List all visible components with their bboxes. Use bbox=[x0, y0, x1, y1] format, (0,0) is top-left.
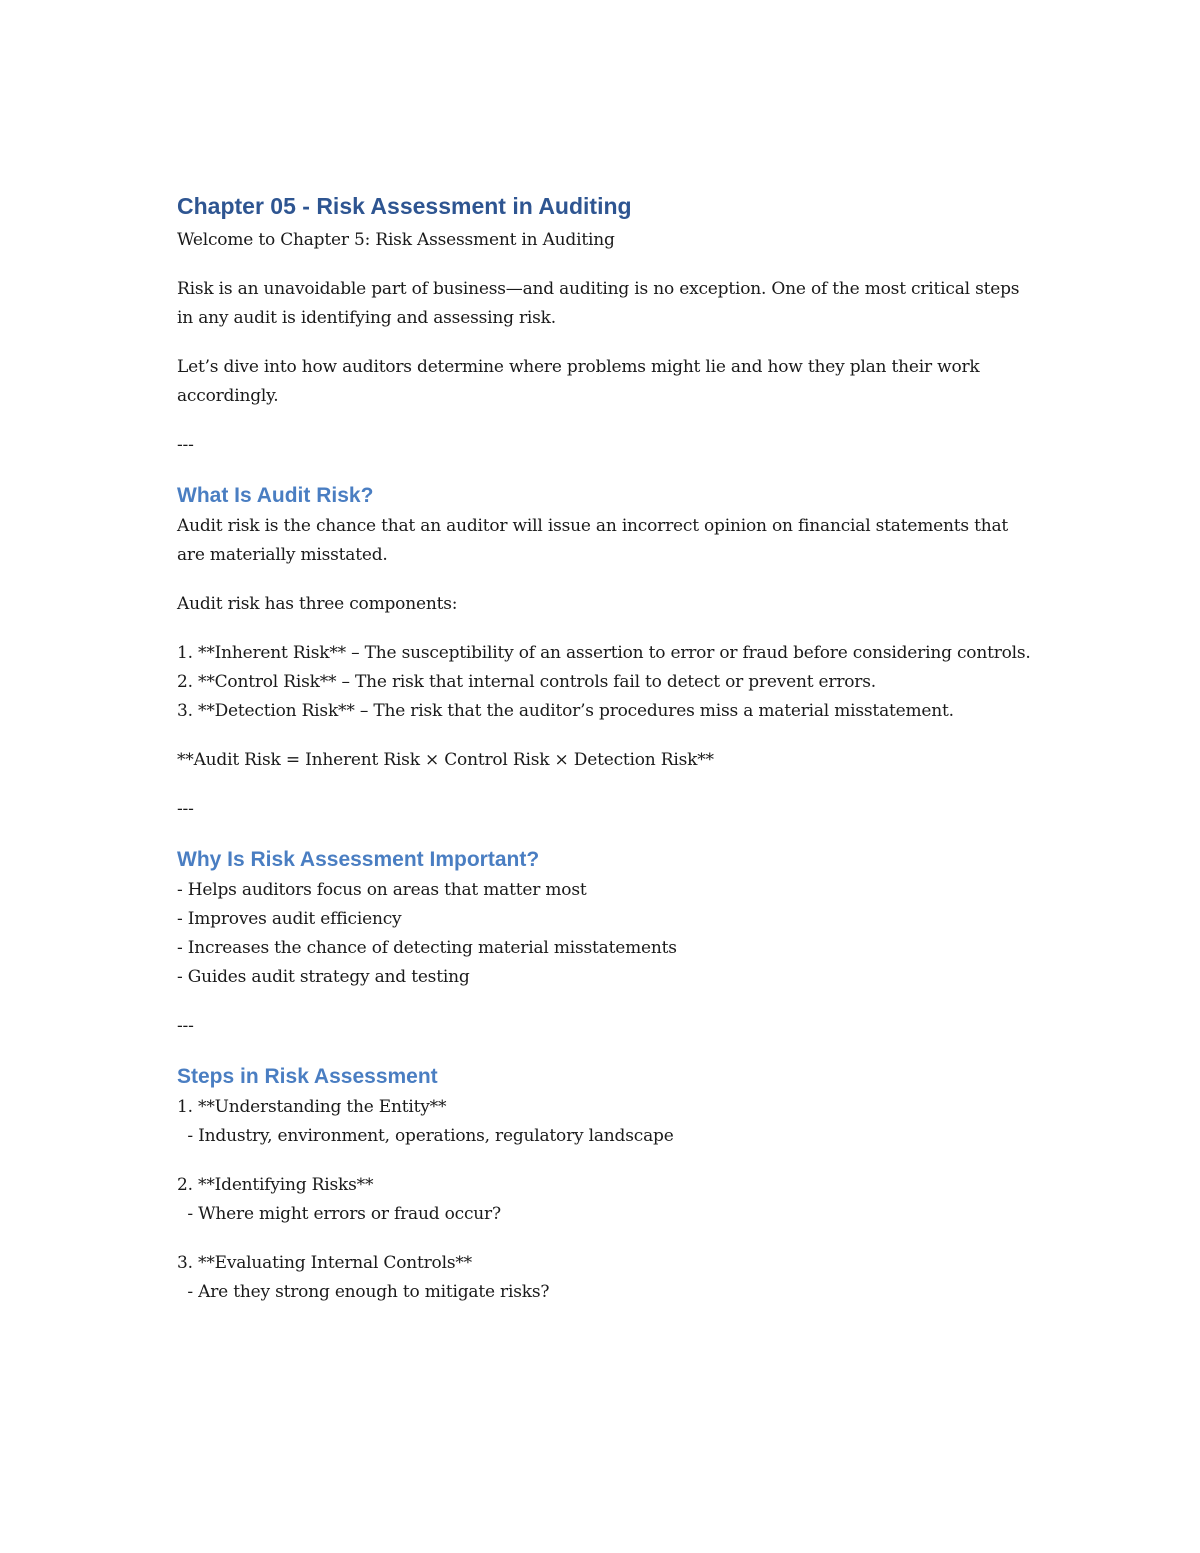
components-list bbox=[177, 639, 1037, 726]
document-page bbox=[177, 190, 1037, 1307]
list-item: 3. **Detection Risk** – The risk that the auditor’s procedures miss a material misstatement. bbox=[177, 701, 954, 721]
step-item bbox=[177, 1249, 1037, 1307]
list-item: - Guides audit strategy and testing bbox=[177, 967, 470, 987]
heading-steps: Steps in Risk Assessment bbox=[177, 1065, 438, 1088]
list-item: - Improves audit efficiency bbox=[177, 909, 402, 929]
step-title: 1. **Understanding the Entity** bbox=[177, 1097, 447, 1117]
separator: --- bbox=[177, 435, 194, 455]
heading-why-important: Why Is Risk Assessment Important? bbox=[177, 848, 540, 871]
separator: --- bbox=[177, 799, 194, 819]
step-item bbox=[177, 1093, 1037, 1151]
list-item: 2. **Control Risk** – The risk that internal controls fail to detect or prevent errors. bbox=[177, 672, 876, 692]
list-item: 1. **Inherent Risk** – The susceptibility of an assertion to error or fraud before considering controls. bbox=[177, 643, 1031, 663]
step-title: 3. **Evaluating Internal Controls** bbox=[177, 1253, 472, 1273]
audit-risk-formula: **Audit Risk = Inherent Risk × Control Risk × Detection Risk** bbox=[177, 750, 714, 770]
step-detail: - Are they strong enough to mitigate risks? bbox=[177, 1282, 550, 1302]
list-item: - Helps auditors focus on areas that matter most bbox=[177, 880, 587, 900]
step-item bbox=[177, 1171, 1037, 1229]
list-item: - Increases the chance of detecting material misstatements bbox=[177, 938, 677, 958]
audit-risk-definition: Audit risk is the chance that an auditor will issue an incorrect opinion on financial statements that are materially misstated. bbox=[177, 516, 1009, 565]
intro-paragraph-2: Let’s dive into how auditors determine where problems might lie and how they plan their work accordingly. bbox=[177, 357, 980, 406]
heading-what-is-audit-risk: What Is Audit Risk? bbox=[177, 484, 374, 507]
importance-list bbox=[177, 876, 1037, 992]
step-title: 2. **Identifying Risks** bbox=[177, 1175, 374, 1195]
page-title: Chapter 05 - Risk Assessment in Auditing bbox=[177, 193, 632, 219]
step-detail: - Industry, environment, operations, regulatory landscape bbox=[177, 1126, 674, 1146]
intro-paragraph-1: Risk is an unavoidable part of business—and auditing is no exception. One of the most critical steps in any audit is identifying and assessing risk. bbox=[177, 279, 1020, 328]
welcome-line: Welcome to Chapter 5: Risk Assessment in Auditing bbox=[177, 230, 615, 250]
step-detail: - Where might errors or fraud occur? bbox=[177, 1204, 501, 1224]
components-intro: Audit risk has three components: bbox=[177, 594, 458, 614]
separator: --- bbox=[177, 1016, 194, 1036]
